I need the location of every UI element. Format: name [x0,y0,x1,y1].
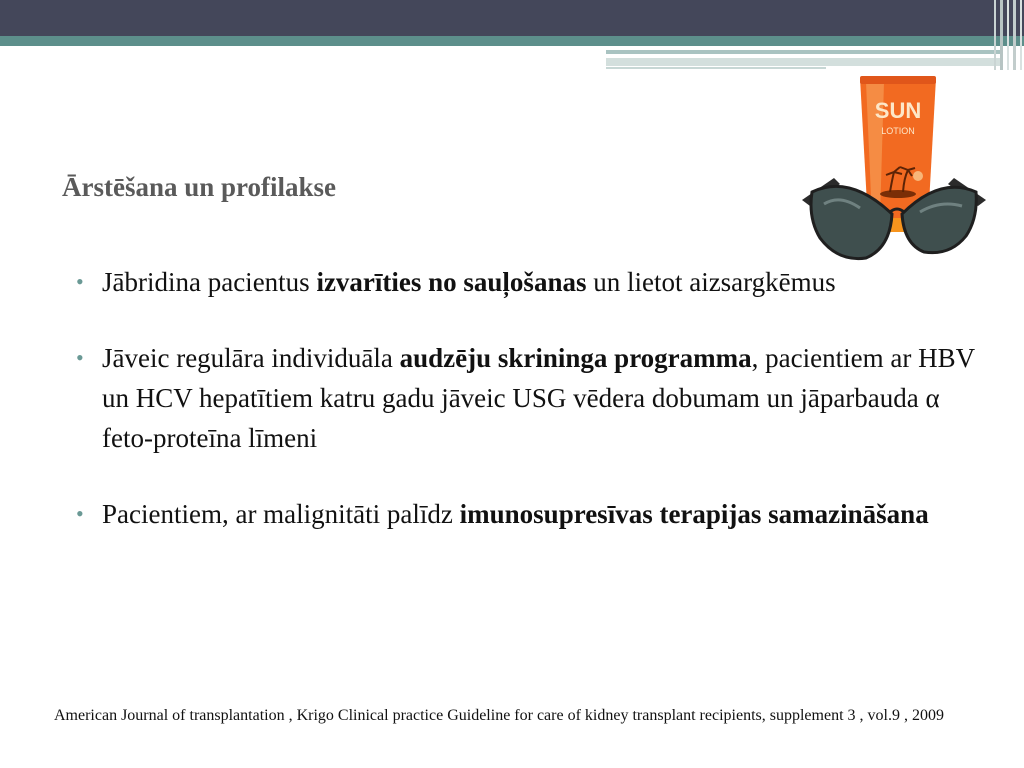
corner-stripes-decor [992,0,1024,70]
bullet-emphasis: audzēju skrininga programma [399,343,752,373]
slide-title: Ārstēšana un profilakse [62,172,337,202]
sunlotion-sunglasses-illustration [800,72,988,272]
bullet-text: Jābridina pacientus [102,267,317,297]
bullet-text: Jāveic regulāra individuāla [102,343,400,373]
reference-citation: American Journal of transplantation , Krigo Clinical practice Guideline for care of kidney transplant recipients, supplement 3 , vol.9 , 2009 [54,707,944,724]
bullet-text: un lietot aizsargkēmus [586,267,836,297]
header-decor-line [606,67,826,69]
bottle-text-lotion: LOTION [881,126,915,136]
bullet-emphasis: imunosupresīvas terapijas samazināšana [459,499,929,529]
header-decor-line [606,58,1002,66]
bullet-emphasis: izvarīties no sauļošanas [316,267,587,297]
header-decor-line [606,50,1002,54]
bullet-list [76,262,976,534]
bullet-item [76,494,976,534]
bullet-item [76,262,976,302]
bullet-text: , pacientiem ar HBV un HCV hepatītiem katru gadu jāveic USG vēdera dobumam un jāparbauda α feto-proteīna līmeni [102,343,975,453]
bottle-text-sun: SUN [874,98,922,123]
header-band [0,0,1024,36]
bullet-text: Pacientiem, ar malignitāti palīdz [102,499,460,529]
bullet-item [76,338,976,458]
header-accent-band [0,36,1024,46]
